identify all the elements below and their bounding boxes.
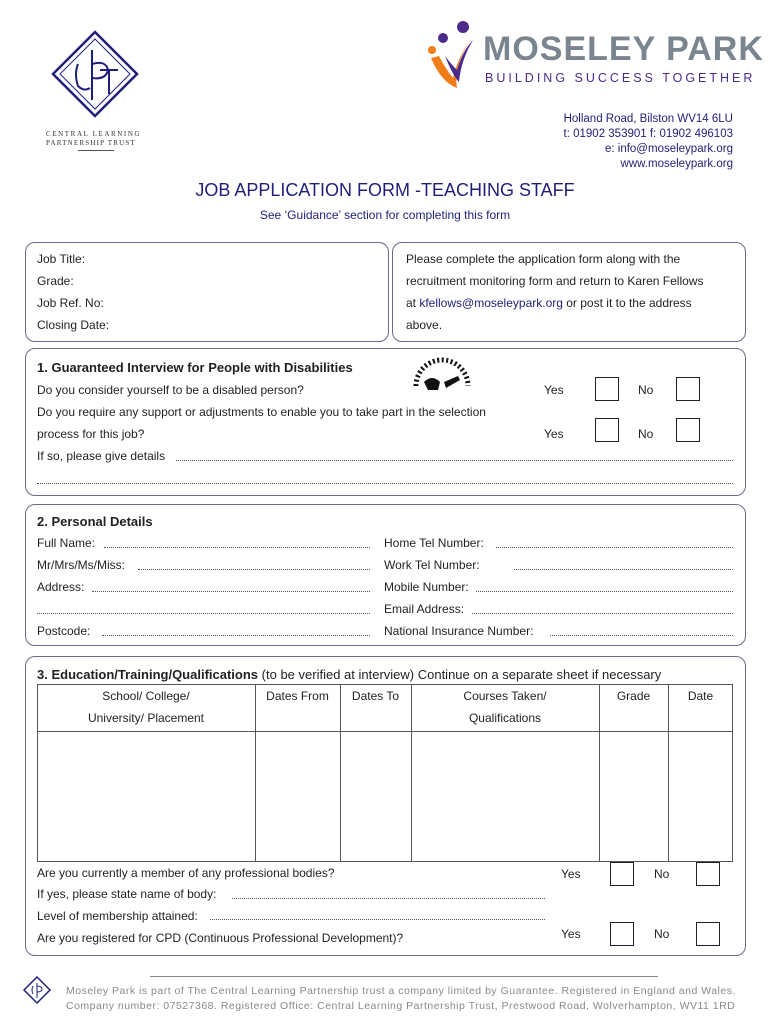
member-yes-label: Yes <box>561 867 581 881</box>
mobile-field[interactable] <box>476 591 733 592</box>
work-tel-label: Work Tel Number: <box>384 558 480 572</box>
q2-yes-label: Yes <box>544 427 564 441</box>
q2-no-checkbox[interactable] <box>676 418 700 442</box>
instructions-line4: above. <box>406 318 443 332</box>
cltp-emblem-icon <box>40 30 150 125</box>
member-no-label: No <box>654 867 670 881</box>
col-courses-line2: Qualifications <box>468 711 542 725</box>
grade-label: Grade: <box>37 274 74 288</box>
footer-line2: Company number: 07527368. Registered Office: Central Learning Partnership Trust, Prestwood Road, Wolverhampton, WV11 1RD <box>66 1000 736 1012</box>
q2-no-label: No <box>638 427 654 441</box>
email-label: Email Address: <box>384 602 465 616</box>
home-tel-label: Home Tel Number: <box>384 536 484 550</box>
col-school-line1: School/ College/ <box>102 689 190 703</box>
details-field-line1[interactable] <box>176 460 733 461</box>
address-field-line2[interactable] <box>37 613 370 614</box>
school-phone: t: 01902 353901 f: 01902 496103 <box>563 128 733 140</box>
section3-heading-rest: (to be verified at interview) Continue on a separate sheet if necessary <box>258 667 662 682</box>
cpd-yes-label: Yes <box>561 927 581 941</box>
postcode-label: Postcode: <box>37 624 91 638</box>
moseley-park-logo <box>423 20 764 100</box>
school-website[interactable]: www.moseleypark.org <box>620 158 733 170</box>
instructions-suffix: or post it to the address <box>562 296 692 310</box>
positive-about-disabled-badge <box>410 352 474 396</box>
ni-number-field[interactable] <box>550 635 733 636</box>
col-dates-from: Dates From <box>266 689 329 703</box>
instructions-line2: recruitment monitoring form and return to Karen Fellows <box>406 274 704 288</box>
q2-yes-checkbox[interactable] <box>595 418 619 442</box>
member-no-checkbox[interactable] <box>696 862 720 886</box>
closing-date-label: Closing Date: <box>37 318 110 332</box>
footer-cltp-emblem-icon <box>22 976 52 1008</box>
disabled-question: Do you consider yourself to be a disabled person? <box>37 383 304 397</box>
footer-line1: Moseley Park is part of The Central Learning Partnership trust a company limited by Guarantee. Registered in England and Wales. <box>66 985 736 997</box>
full-name-field[interactable] <box>104 547 370 548</box>
member-yes-checkbox[interactable] <box>610 862 634 886</box>
membership-level-field[interactable] <box>210 919 545 920</box>
work-tel-field[interactable] <box>514 569 733 570</box>
cpd-no-checkbox[interactable] <box>696 922 720 946</box>
email-field[interactable] <box>472 613 733 614</box>
job-ref-label: Job Ref. No: <box>37 296 104 310</box>
title-field[interactable] <box>138 569 370 570</box>
q1-yes-label: Yes <box>544 383 564 397</box>
recruitment-email-link[interactable]: kfellows@moseleypark.org <box>419 296 563 310</box>
professional-bodies-question: Are you currently a member of any professional bodies? <box>37 866 335 880</box>
col-courses-line1: Courses Taken/ <box>463 689 547 703</box>
section2-heading: 2. Personal Details <box>37 514 153 529</box>
cltp-logo-line2: PARTNERSHIP TRUST <box>46 139 136 147</box>
job-title-label: Job Title: <box>37 252 86 266</box>
footer-cltp-logo <box>22 976 52 1016</box>
instructions-line3 <box>406 296 692 310</box>
col-dates-to: Dates To <box>351 689 400 703</box>
instructions-prefix: at <box>406 296 420 310</box>
section3-heading-bold: 3. Education/Training/Qualifications <box>37 667 259 682</box>
cltp-logo-underline <box>78 150 114 151</box>
support-question-line1: Do you require any support or adjustments to enable you to take part in the selection <box>37 405 486 419</box>
col-date: Date <box>687 689 714 703</box>
cpd-no-label: No <box>654 927 670 941</box>
form-subtitle: See ‘Guidance’ section for completing this form <box>259 208 511 222</box>
instructions-line1: Please complete the application form along with the <box>406 252 681 266</box>
body-name-field[interactable] <box>232 898 545 899</box>
q1-yes-checkbox[interactable] <box>595 377 619 401</box>
cltp-logo-line1: CENTRAL LEARNING <box>46 130 142 138</box>
school-address: Holland Road, Bilston WV14 6LU <box>563 113 733 125</box>
col-school-line2: University/ Placement <box>87 711 205 725</box>
support-question-line2: process for this job? <box>37 427 145 441</box>
address-field-line1[interactable] <box>92 591 370 592</box>
moseley-park-swoosh-icon <box>423 20 483 92</box>
ni-number-label: National Insurance Number: <box>384 624 534 638</box>
mobile-label: Mobile Number: <box>384 580 469 594</box>
section1-heading: 1. Guaranteed Interview for People with Disabilities <box>37 360 353 375</box>
education-table-body[interactable] <box>38 732 732 861</box>
school-email[interactable]: e: info@moseleypark.org <box>604 143 733 155</box>
cpd-yes-checkbox[interactable] <box>610 922 634 946</box>
disability-badge-icon <box>410 352 474 396</box>
body-name-label: If yes, please state name of body: <box>37 887 217 901</box>
brand-name: MOSELEY PARK <box>483 30 764 68</box>
home-tel-field[interactable] <box>496 547 733 548</box>
footer-divider <box>150 976 658 977</box>
school-contact <box>564 112 733 172</box>
title-label: Mr/Mrs/Ms/Miss: <box>37 558 125 572</box>
q1-no-label: No <box>638 383 654 397</box>
full-name-label: Full Name: <box>37 536 96 550</box>
q1-no-checkbox[interactable] <box>676 377 700 401</box>
col-grade: Grade <box>616 689 651 703</box>
cltp-logo <box>40 30 150 155</box>
cpd-question: Are you registered for CPD (Continuous Professional Development)? <box>37 931 404 945</box>
details-label: If so, please give details <box>37 449 166 463</box>
section3-heading <box>37 667 661 682</box>
details-field-line2[interactable] <box>37 483 733 484</box>
membership-level-label: Level of membership attained: <box>37 909 198 923</box>
form-title: JOB APPLICATION FORM -TEACHING STAFF <box>195 180 575 200</box>
brand-tagline: BUILDING SUCCESS TOGETHER <box>485 71 756 85</box>
address-label: Address: <box>37 580 85 594</box>
postcode-field[interactable] <box>102 635 370 636</box>
